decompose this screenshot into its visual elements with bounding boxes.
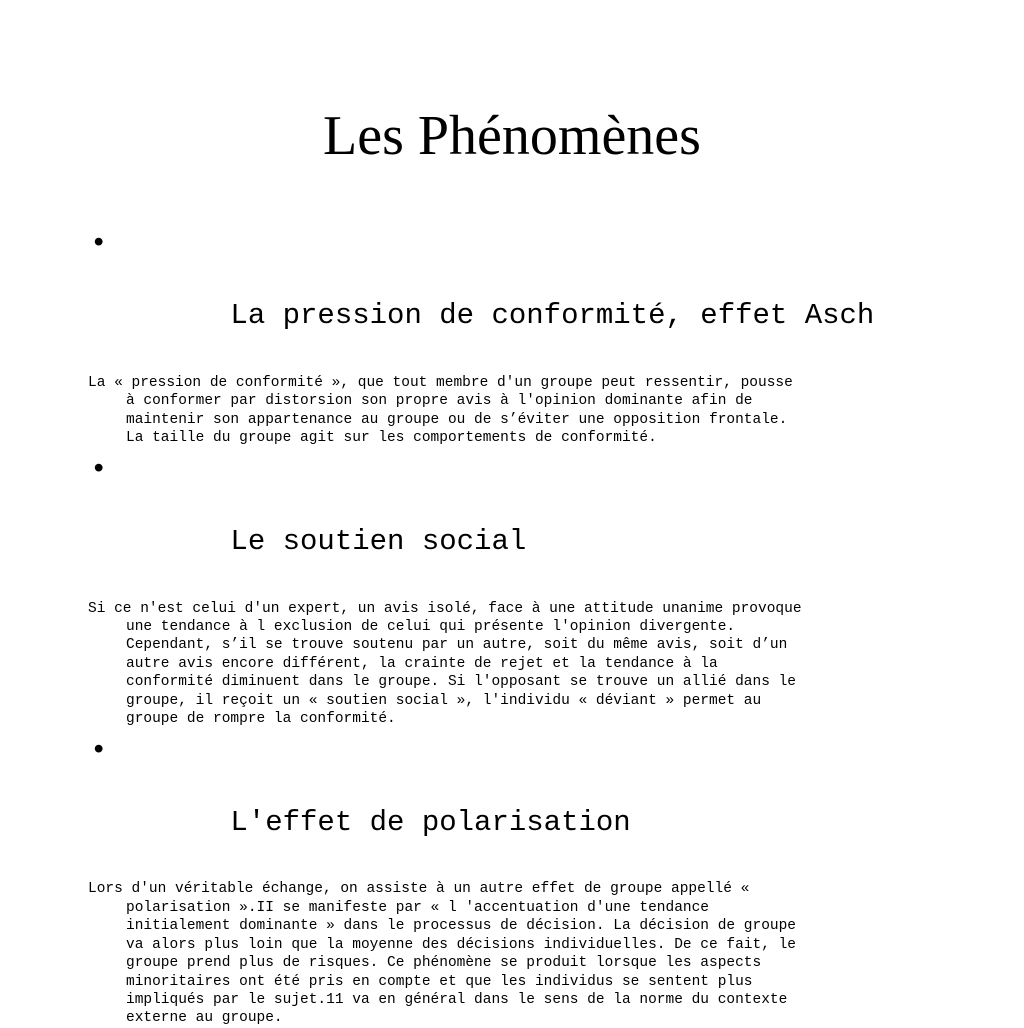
slide-title: Les Phénomènes bbox=[323, 105, 701, 167]
bullet-heading-social-support bbox=[88, 452, 948, 596]
paragraph-line: Si ce n'est celui d'un expert, un avis isolé, face à une attitude unanime provoque bbox=[88, 600, 802, 617]
paragraph-line: groupe de rompre la conformité. bbox=[126, 711, 396, 728]
bullet-heading-text: L'effet de polarisation bbox=[230, 806, 631, 840]
bullet-dot: • bbox=[90, 452, 108, 486]
paragraph-line: va alors plus loin que la moyenne des décisions individuelles. De ce fait, le bbox=[126, 936, 797, 953]
paragraph-line: initialement dominante » dans le processus de décision. La décision de groupe bbox=[126, 918, 797, 935]
slide-content bbox=[88, 226, 948, 1028]
paragraph-line: La « pression de conformité », que tout membre d'un groupe peut ressentir, pousse bbox=[88, 375, 793, 391]
bullet-heading-text: Le soutien social bbox=[230, 524, 527, 558]
paragraph-line: La taille du groupe agit sur les comportements de conformité. bbox=[126, 430, 657, 447]
paragraph-line: polarisation ».II se manifeste par « l 'accentuation d'une tendance bbox=[126, 899, 709, 916]
paragraph-line: maintenir son appartenance au groupe ou de s’éviter une opposition frontale. bbox=[126, 411, 788, 428]
paragraph-line: Cependant, s’il se trouve soutenu par un autre, soit du même avis, soit d’un bbox=[126, 637, 788, 654]
paragraph-line: Lors d'un véritable échange, on assiste à un autre effet de groupe appellé « bbox=[88, 881, 750, 898]
bullet-heading-text: La pression de conformité, effet Asch bbox=[230, 299, 875, 332]
paragraph-social-support bbox=[88, 600, 948, 729]
bullet-heading-polarisation bbox=[88, 733, 948, 877]
paragraph-line: groupe prend plus de risques. Ce phénomène se produit lorsque les aspects bbox=[126, 955, 762, 972]
paragraph-line: impliqués par le sujet.11 va en général dans le sens de la norme du contexte bbox=[126, 991, 788, 1008]
paragraph-line: à conformer par distorsion son propre avis à l'opinion dominante afin de bbox=[126, 393, 753, 410]
bullet-heading-conformity-pressure bbox=[88, 226, 948, 370]
paragraph-line: conformité diminuent dans le groupe. Si l'opposant se trouve un allié dans le bbox=[126, 674, 797, 691]
bullet-dot: • bbox=[90, 227, 108, 260]
paragraph-line: autre avis encore différent, la crainte de rejet et la tendance à la bbox=[126, 655, 718, 672]
bullet-dot: • bbox=[90, 734, 108, 768]
paragraph-line: externe au groupe. bbox=[126, 1010, 283, 1027]
paragraph-conformity-pressure bbox=[88, 374, 948, 448]
paragraph-line: une tendance à l exclusion de celui qui présente l'opinion divergente. bbox=[126, 619, 736, 636]
paragraph-line: groupe, il reçoit un « soutien social », l'individu « déviant » permet au bbox=[126, 692, 762, 709]
paragraph-line: minoritaires ont été pris en compte et que les individus se sentent plus bbox=[126, 973, 753, 990]
paragraph-polarisation bbox=[88, 880, 948, 1027]
